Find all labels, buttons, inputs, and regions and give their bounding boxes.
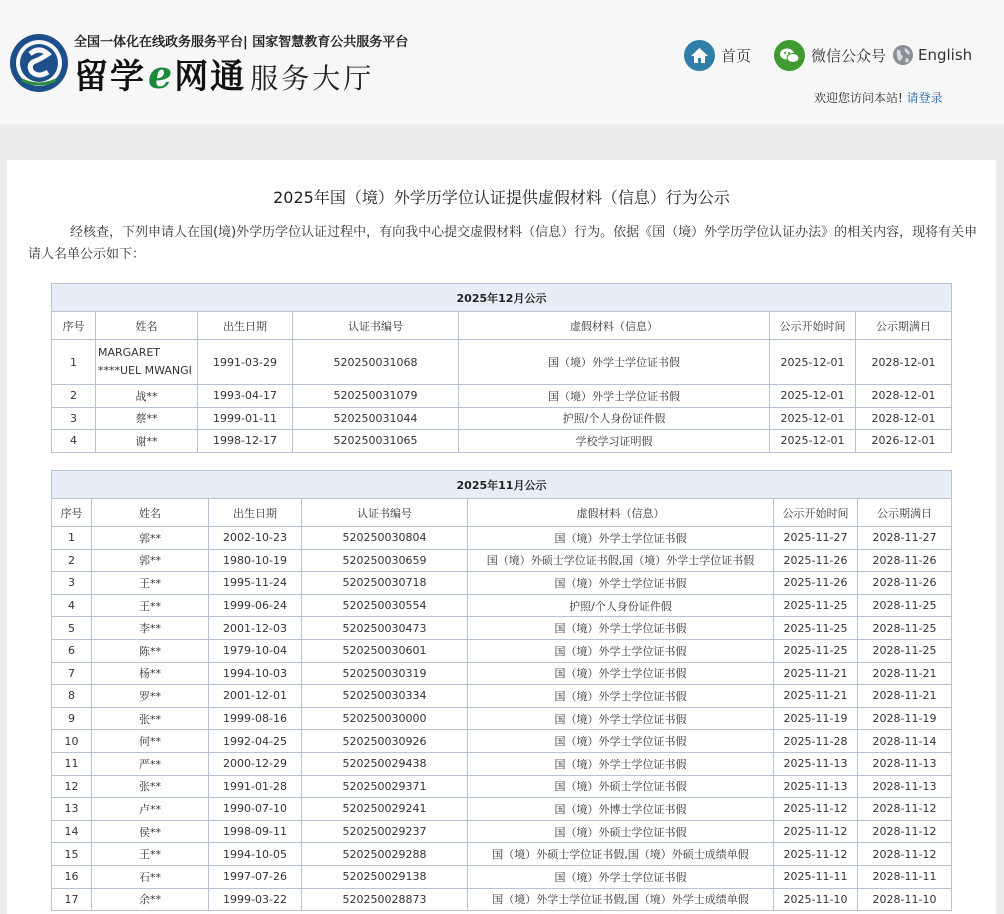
applicant-name: 杨**	[92, 662, 209, 685]
table-row	[52, 685, 952, 708]
birth-date: 1993-04-17	[198, 385, 293, 408]
applicant-name: 严**	[92, 752, 209, 775]
nav-english-label: English	[918, 46, 973, 64]
birth-date: 1999-01-11	[198, 407, 293, 430]
row-number: 17	[52, 888, 92, 911]
certificate-number: 520250030601	[302, 639, 468, 662]
publication-table-december	[51, 283, 952, 453]
birth-date: 1999-06-24	[209, 594, 302, 617]
publish-start-date: 2025-11-21	[774, 685, 858, 708]
birth-date: 1994-10-03	[209, 662, 302, 685]
publish-start-date: 2025-11-12	[774, 798, 858, 821]
applicant-name: 侯**	[92, 820, 209, 843]
row-number: 16	[52, 865, 92, 888]
publish-start-date: 2025-11-21	[774, 662, 858, 685]
logo-wordmark	[74, 54, 374, 96]
nav-home[interactable]	[684, 38, 751, 72]
column-header: 虚假材料（信息）	[468, 499, 774, 527]
certificate-number: 520250030659	[302, 549, 468, 572]
publish-end-date: 2028-11-19	[858, 707, 952, 730]
birth-date: 2000-12-29	[209, 752, 302, 775]
row-number: 12	[52, 775, 92, 798]
certificate-number: 520250030473	[302, 617, 468, 640]
table-row	[52, 527, 952, 550]
birth-date: 1998-12-17	[198, 430, 293, 453]
publish-end-date: 2028-11-26	[858, 549, 952, 572]
publish-start-date: 2025-11-25	[774, 617, 858, 640]
publish-start-date: 2025-11-26	[774, 572, 858, 595]
applicant-name: 卢**	[92, 798, 209, 821]
birth-date: 2001-12-03	[209, 617, 302, 640]
row-number: 7	[52, 662, 92, 685]
table-row	[52, 888, 952, 911]
row-number: 8	[52, 685, 92, 708]
logo-e-letter: e	[148, 52, 173, 97]
birth-date: 1995-11-24	[209, 572, 302, 595]
row-number: 9	[52, 707, 92, 730]
welcome-text: 欢迎您访问本站!	[814, 91, 903, 105]
applicant-name: 郭**	[92, 527, 209, 550]
certificate-number: 520250030804	[302, 527, 468, 550]
publish-start-date: 2025-12-01	[770, 407, 856, 430]
table-row	[52, 865, 952, 888]
row-number: 2	[52, 385, 96, 408]
certificate-number: 520250029138	[302, 865, 468, 888]
certificate-number: 520250031079	[293, 385, 459, 408]
certificate-number: 520250030554	[302, 594, 468, 617]
applicant-name: 谢**	[96, 430, 198, 453]
publish-start-date: 2025-12-01	[770, 430, 856, 453]
table-row	[52, 707, 952, 730]
publish-start-date: 2025-11-25	[774, 594, 858, 617]
column-header: 认证书编号	[293, 312, 459, 340]
column-header: 序号	[52, 499, 92, 527]
applicant-name: 王**	[92, 843, 209, 866]
birth-date: 2001-12-01	[209, 685, 302, 708]
birth-date: 1980-10-19	[209, 549, 302, 572]
table-row	[52, 549, 952, 572]
false-material: 国（境）外硕士学位证书假,国（境）外硕士成绩单假	[468, 843, 774, 866]
certificate-number: 520250030926	[302, 730, 468, 753]
birth-date: 1994-10-05	[209, 843, 302, 866]
applicant-name: MARGARET ****UEL MWANGI	[96, 340, 198, 385]
column-header: 姓名	[92, 499, 209, 527]
birth-date: 1999-03-22	[209, 888, 302, 911]
publish-start-date: 2025-11-26	[774, 549, 858, 572]
publish-start-date: 2025-11-19	[774, 707, 858, 730]
page-title: 2025年国（境）外学历学位认证提供虚假材料（信息）行为公示	[273, 188, 730, 207]
table-header-row	[52, 499, 952, 527]
column-header: 序号	[52, 312, 96, 340]
publish-start-date: 2025-12-01	[770, 385, 856, 408]
wechat-icon	[774, 40, 805, 71]
table-row	[52, 662, 952, 685]
row-number: 5	[52, 617, 92, 640]
column-header: 公示开始时间	[774, 499, 858, 527]
false-material: 国（境）外学士学位证书假	[468, 572, 774, 595]
row-number: 14	[52, 820, 92, 843]
table-row	[52, 340, 952, 385]
table-row	[52, 594, 952, 617]
table-row	[52, 843, 952, 866]
publish-start-date: 2025-11-11	[774, 865, 858, 888]
globe-icon	[892, 44, 914, 66]
certificate-number: 520250029438	[302, 752, 468, 775]
birth-date: 1990-07-10	[209, 798, 302, 821]
home-icon	[684, 40, 715, 71]
column-header: 公示开始时间	[770, 312, 856, 340]
login-link[interactable]: 请登录	[906, 91, 943, 105]
publish-end-date: 2028-11-12	[858, 820, 952, 843]
applicant-name: 战**	[96, 385, 198, 408]
applicant-name: 蔡**	[96, 407, 198, 430]
publish-start-date: 2025-11-10	[774, 888, 858, 911]
certificate-number: 520250030000	[302, 707, 468, 730]
row-number: 11	[52, 752, 92, 775]
column-header: 出生日期	[198, 312, 293, 340]
row-number: 15	[52, 843, 92, 866]
false-material: 国（境）外硕士学位证书假	[468, 820, 774, 843]
publication-table-november	[51, 470, 952, 911]
publish-start-date: 2025-11-13	[774, 752, 858, 775]
certificate-number: 520250029241	[302, 798, 468, 821]
publish-end-date: 2028-11-13	[858, 775, 952, 798]
certificate-number: 520250030718	[302, 572, 468, 595]
false-material: 国（境）外学士学位证书假,国（境）外学士成绩单假	[468, 888, 774, 911]
publish-start-date: 2025-11-25	[774, 639, 858, 662]
applicant-name: 余**	[92, 888, 209, 911]
applicant-name: 王**	[92, 594, 209, 617]
certificate-number: 520250029371	[302, 775, 468, 798]
publish-end-date: 2026-12-01	[856, 430, 952, 453]
table-row	[52, 752, 952, 775]
column-header: 认证书编号	[302, 499, 468, 527]
publish-end-date: 2028-11-27	[858, 527, 952, 550]
publish-start-date: 2025-11-27	[774, 527, 858, 550]
table-row	[52, 730, 952, 753]
false-material: 国（境）外学士学位证书假	[468, 752, 774, 775]
nav-english[interactable]	[892, 38, 972, 72]
birth-date: 1998-09-11	[209, 820, 302, 843]
column-header: 公示期满日	[858, 499, 952, 527]
table-row	[52, 572, 952, 595]
table-row	[52, 617, 952, 640]
publish-end-date: 2028-12-01	[856, 340, 952, 385]
birth-date: 1979-10-04	[209, 639, 302, 662]
birth-date: 1992-04-25	[209, 730, 302, 753]
publish-end-date: 2028-11-26	[858, 572, 952, 595]
publish-end-date: 2028-12-01	[856, 407, 952, 430]
row-number: 10	[52, 730, 92, 753]
table-row	[52, 798, 952, 821]
publish-end-date: 2028-11-13	[858, 752, 952, 775]
false-material: 国（境）外硕士学位证书假	[468, 775, 774, 798]
nav-wechat[interactable]	[774, 38, 886, 72]
table-row	[52, 820, 952, 843]
false-material: 国（境）外学士学位证书假	[459, 340, 770, 385]
certificate-number: 520250031068	[293, 340, 459, 385]
false-material: 国（境）外学士学位证书假	[468, 527, 774, 550]
false-material: 国（境）外硕士学位证书假,国（境）外学士学位证书假	[468, 549, 774, 572]
applicant-name: 张**	[92, 775, 209, 798]
birth-date: 1991-01-28	[209, 775, 302, 798]
applicant-name: 王**	[92, 572, 209, 595]
false-material: 护照/个人身份证件假	[468, 594, 774, 617]
certificate-number: 520250031044	[293, 407, 459, 430]
applicant-name: 李**	[92, 617, 209, 640]
row-number: 4	[52, 430, 96, 453]
publish-start-date: 2025-11-28	[774, 730, 858, 753]
certificate-number: 520250028873	[302, 888, 468, 911]
logo-calligraphy: 留学	[74, 57, 146, 97]
table-row	[52, 639, 952, 662]
publish-start-date: 2025-11-13	[774, 775, 858, 798]
publish-end-date: 2028-11-14	[858, 730, 952, 753]
table-row	[52, 385, 952, 408]
false-material: 国（境）外学士学位证书假	[468, 707, 774, 730]
row-number: 3	[52, 572, 92, 595]
row-number: 2	[52, 549, 92, 572]
logo-hall-text: 服务大厅	[250, 62, 375, 95]
row-number: 1	[52, 340, 96, 385]
welcome-bar	[814, 89, 943, 106]
false-material: 国（境）外学士学位证书假	[468, 865, 774, 888]
applicant-name: 石**	[92, 865, 209, 888]
applicant-name: 张**	[92, 707, 209, 730]
applicant-name: 何**	[92, 730, 209, 753]
publish-end-date: 2028-11-25	[858, 639, 952, 662]
publish-start-date: 2025-11-12	[774, 820, 858, 843]
table-row	[52, 430, 952, 453]
false-material: 国（境）外学士学位证书假	[459, 385, 770, 408]
publish-end-date: 2028-11-12	[858, 798, 952, 821]
table-caption: 2025年12月公示	[52, 284, 952, 312]
publish-start-date: 2025-12-01	[770, 340, 856, 385]
nav-wechat-label: 微信公众号	[811, 46, 887, 65]
certificate-number: 520250029237	[302, 820, 468, 843]
site-header	[0, 0, 1004, 124]
column-header: 虚假材料（信息）	[459, 312, 770, 340]
logo-calligraphy-2: 网通	[174, 57, 247, 97]
applicant-name: 罗**	[92, 685, 209, 708]
publish-end-date: 2028-11-25	[858, 594, 952, 617]
certificate-number: 520250030334	[302, 685, 468, 708]
table-row	[52, 407, 952, 430]
publish-end-date: 2028-12-01	[856, 385, 952, 408]
row-number: 4	[52, 594, 92, 617]
table-header-row	[52, 312, 952, 340]
false-material: 国（境）外学士学位证书假	[468, 639, 774, 662]
publish-end-date: 2028-11-25	[858, 617, 952, 640]
intro-text: 经核查，下列申请人在国(境)外学历学位认证过程中，有向我中心提交虚假材料（信息）行为。依据《国（境）外学历学位认证办法》的相关内容，现将有关申请人名单公示如下：	[28, 225, 978, 262]
publish-end-date: 2028-11-11	[858, 865, 952, 888]
site-logo[interactable]	[8, 30, 428, 100]
birth-date: 1991-03-29	[198, 340, 293, 385]
birth-date: 1997-07-26	[209, 865, 302, 888]
certificate-number: 520250031065	[293, 430, 459, 453]
column-header: 公示期满日	[856, 312, 952, 340]
false-material: 国（境）外学士学位证书假	[468, 617, 774, 640]
publish-start-date: 2025-11-12	[774, 843, 858, 866]
logo-subtitle: 全国一体化在线政务服务平台| 国家智慧教育公共服务平台	[74, 35, 409, 50]
false-material: 学校学习证明假	[459, 430, 770, 453]
applicant-name: 陈**	[92, 639, 209, 662]
main-content	[7, 160, 996, 914]
false-material: 国（境）外学士学位证书假	[468, 685, 774, 708]
table-caption: 2025年11月公示	[52, 471, 952, 499]
certificate-number: 520250030319	[302, 662, 468, 685]
false-material: 国（境）外学士学位证书假	[468, 730, 774, 753]
column-header: 姓名	[96, 312, 198, 340]
birth-date: 2002-10-23	[209, 527, 302, 550]
row-number: 3	[52, 407, 96, 430]
applicant-name: 郭**	[92, 549, 209, 572]
row-number: 6	[52, 639, 92, 662]
publish-end-date: 2028-11-21	[858, 685, 952, 708]
logo-emblem-icon	[8, 32, 70, 94]
certificate-number: 520250029288	[302, 843, 468, 866]
false-material: 国（境）外博士学位证书假	[468, 798, 774, 821]
false-material: 护照/个人身份证件假	[459, 407, 770, 430]
row-number: 1	[52, 527, 92, 550]
publish-end-date: 2028-11-12	[858, 843, 952, 866]
row-number: 13	[52, 798, 92, 821]
publish-end-date: 2028-11-21	[858, 662, 952, 685]
nav-home-label: 首页	[721, 46, 752, 65]
table-row	[52, 775, 952, 798]
false-material: 国（境）外学士学位证书假	[468, 662, 774, 685]
birth-date: 1999-08-16	[209, 707, 302, 730]
column-header: 出生日期	[209, 499, 302, 527]
publish-end-date: 2028-11-10	[858, 888, 952, 911]
